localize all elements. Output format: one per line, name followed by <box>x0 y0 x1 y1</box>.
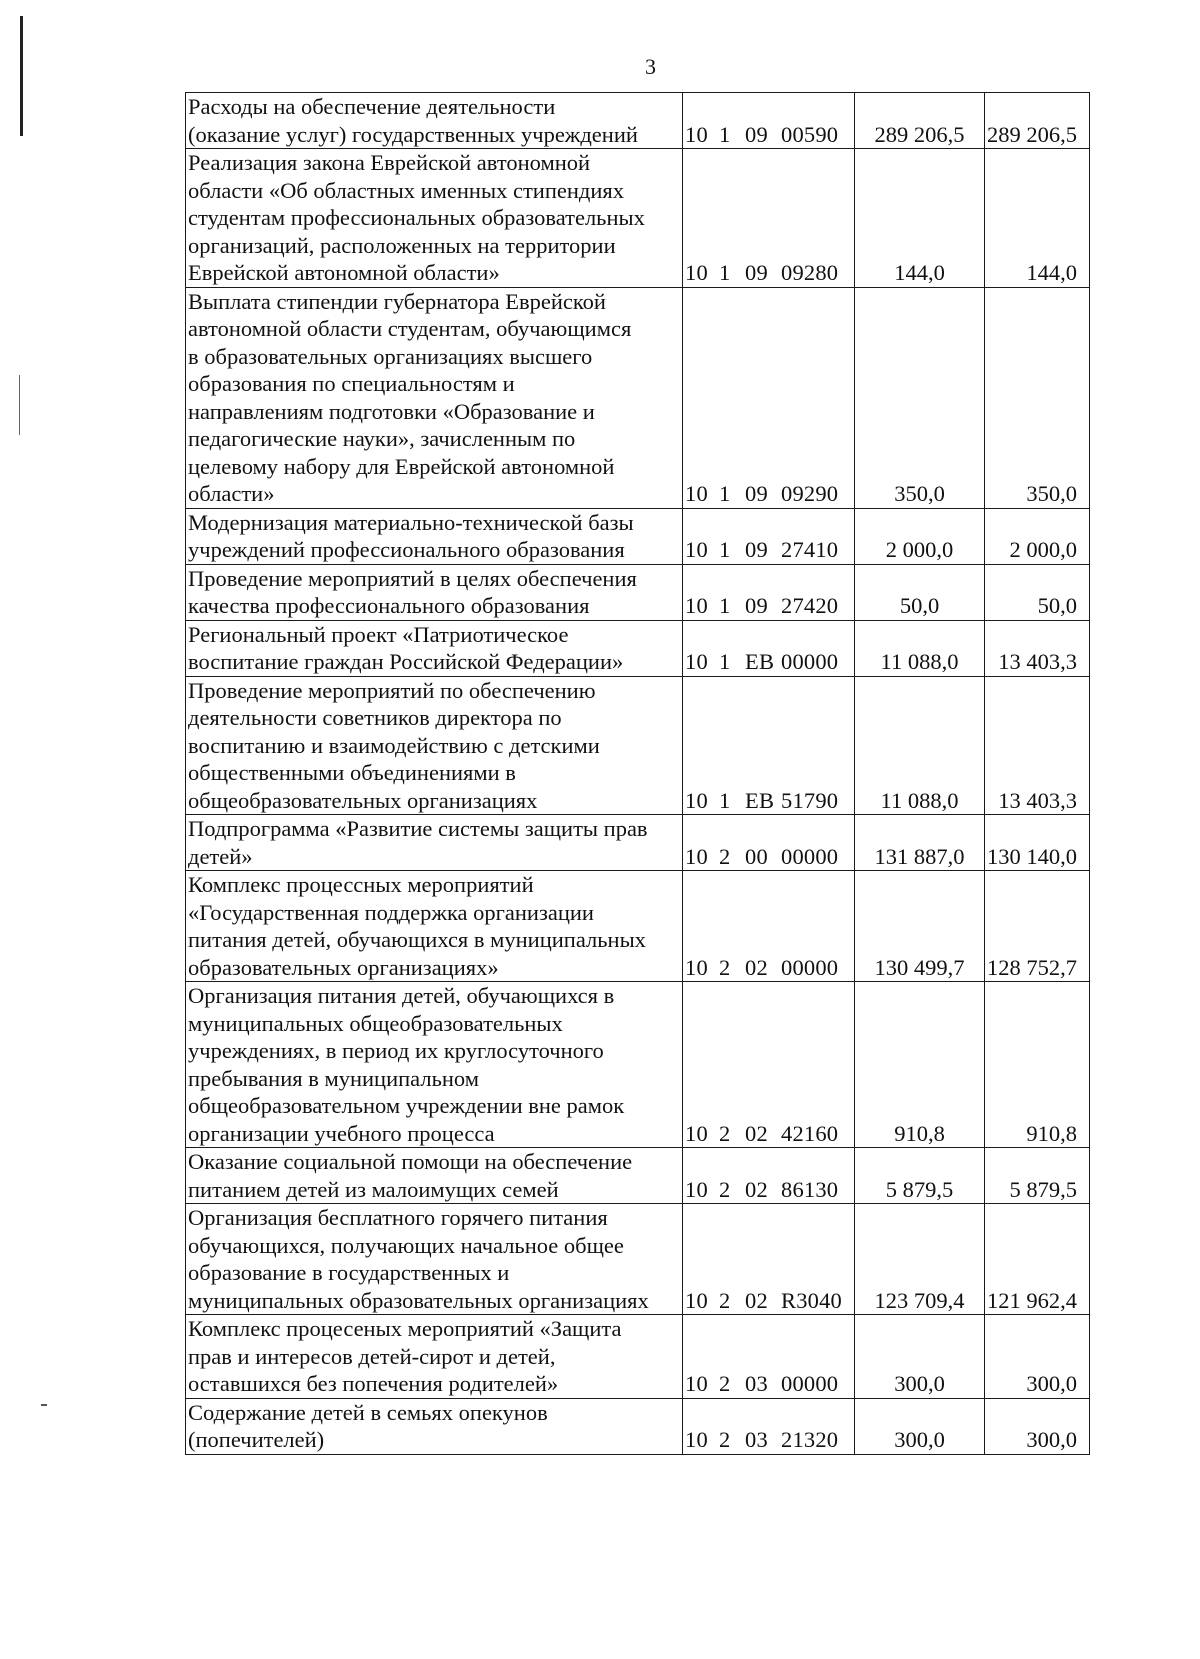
expense-name-cell: Модернизация материально-технической базы учреждений профессионального образования <box>186 508 683 564</box>
budget-code-segment: 09 <box>745 260 768 285</box>
table-row <box>186 149 1090 288</box>
expense-name-cell: Выплата стипендии губернатора Еврейской автономной области студентам, обучающимся в образовательных организациях высшего образования по специальностям и направлениям подготовки «Образование и педагогические науки», зачисленным по целевому набору для Еврейской автономной области» <box>186 287 683 508</box>
budget-code-segment: 1 <box>719 593 731 618</box>
amount-year-2-cell: 50,0 <box>985 564 1090 620</box>
budget-code-segment: 2 <box>719 1176 731 1202</box>
budget-code-segment: 10 <box>685 260 708 285</box>
amount-year-1-cell: 131 887,0 <box>855 815 985 871</box>
page-number: 3 <box>645 54 656 79</box>
table-row <box>186 982 1090 1148</box>
expense-name-cell: Организация питания детей, обучающихся в муниципальных общеобразовательных учреждениях, в период их круглосуточного пребывания в муниципальном общеобразовательном учреждении вне рамок организации учебного процесса <box>186 982 683 1148</box>
budget-code-segment: 10 <box>685 1427 708 1452</box>
budget-code-segment: 00000 <box>781 1371 839 1396</box>
budget-table <box>185 92 1090 1455</box>
expense-name-cell: Содержание детей в семьях опекунов (попечителей) <box>186 1398 683 1454</box>
budget-code-segment: 09 <box>745 593 768 618</box>
table-row <box>186 564 1090 620</box>
table-row <box>186 1148 1090 1204</box>
amount-year-2-cell: 130 140,0 <box>985 815 1090 871</box>
amount-year-1-cell: 289 206,5 <box>855 93 985 149</box>
amount-year-1-cell: 5 879,5 <box>855 1148 985 1204</box>
budget-code-segment: 00000 <box>781 843 839 869</box>
budget-code-segment: 00000 <box>781 649 839 674</box>
budget-code-segment: 2 <box>719 1371 731 1396</box>
amount-year-2-cell: 13 403,3 <box>985 676 1090 815</box>
budget-code-segment: 1 <box>719 481 731 506</box>
amount-year-2-cell: 13 403,3 <box>985 620 1090 676</box>
budget-code-segment: EB <box>745 787 775 813</box>
budget-code-segment: 09290 <box>781 481 839 506</box>
expense-name-cell: Реализация закона Еврейской автономной области «Об областных именных стипендиях студентам профессиональных образовательных организаций, расположенных на территории Еврейской автономной области» <box>186 149 683 288</box>
budget-code-segment: 1 <box>719 537 731 562</box>
budget-code-cell <box>683 620 855 676</box>
budget-code-segment: 10 <box>685 787 708 813</box>
budget-code-segment: 10 <box>685 121 708 147</box>
budget-code-cell <box>683 564 855 620</box>
budget-code-segment: 2 <box>719 954 731 980</box>
budget-code-segment: 10 <box>685 481 708 506</box>
budget-code-cell <box>683 1315 855 1399</box>
budget-code-segment: 10 <box>685 593 708 618</box>
budget-code-cell <box>683 871 855 982</box>
amount-year-2-cell: 300,0 <box>985 1315 1090 1399</box>
budget-code-segment: 10 <box>685 649 708 674</box>
amount-year-2-cell: 5 879,5 <box>985 1148 1090 1204</box>
budget-code-segment: 09 <box>745 121 768 147</box>
budget-code-cell <box>683 1204 855 1315</box>
budget-code-segment: 00590 <box>781 121 839 147</box>
expense-name-cell: Региональный проект «Патриотическое воспитание граждан Российской Федерации» <box>186 620 683 676</box>
budget-code-segment: 10 <box>685 1120 708 1146</box>
budget-code-segment: 03 <box>745 1427 768 1452</box>
budget-code-segment: 02 <box>745 1287 768 1313</box>
amount-year-2-cell: 144,0 <box>985 149 1090 288</box>
budget-code-segment: 1 <box>719 787 731 813</box>
budget-code-segment: 42160 <box>781 1120 839 1146</box>
expense-name-cell: Проведение мероприятий по обеспечению деятельности советников директора по воспитанию и взаимодействию с детскими общественными объединениями в общеобразовательных организациях <box>186 676 683 815</box>
budget-code-segment: 1 <box>719 121 731 147</box>
expense-name-cell: Комплекс процессных мероприятий «Государственная поддержка организации питания детей, обучающихся в муниципальных образовательных организациях» <box>186 871 683 982</box>
table-row <box>186 1398 1090 1454</box>
amount-year-1-cell: 11 088,0 <box>855 620 985 676</box>
amount-year-2-cell: 2 000,0 <box>985 508 1090 564</box>
budget-code-segment: 2 <box>719 1287 731 1313</box>
budget-code-segment: 02 <box>745 954 768 980</box>
budget-code-segment: 27410 <box>781 537 839 562</box>
budget-code-segment: 09280 <box>781 260 839 285</box>
table-row <box>186 287 1090 508</box>
budget-code-segment: 00000 <box>781 954 839 980</box>
expense-name-cell: Оказание социальной помощи на обеспечение питанием детей из малоимущих семей <box>186 1148 683 1204</box>
expense-name-cell: Расходы на обеспечение деятельности (оказание услуг) государственных учреждений <box>186 93 683 149</box>
scan-edge-mark <box>20 16 23 136</box>
amount-year-2-cell: 289 206,5 <box>985 93 1090 149</box>
budget-code-segment: 10 <box>685 1287 708 1313</box>
amount-year-1-cell: 910,8 <box>855 982 985 1148</box>
amount-year-1-cell: 300,0 <box>855 1315 985 1399</box>
budget-code-segment: 2 <box>719 1120 731 1146</box>
amount-year-2-cell: 128 752,7 <box>985 871 1090 982</box>
budget-code-cell <box>683 93 855 149</box>
expense-name-cell: Проведение мероприятий в целях обеспечения качества профессионального образования <box>186 564 683 620</box>
amount-year-1-cell: 300,0 <box>855 1398 985 1454</box>
budget-code-cell <box>683 287 855 508</box>
budget-code-segment: 2 <box>719 1427 731 1452</box>
expense-name-cell: Организация бесплатного горячего питания обучающихся, получающих начальное общее образование в государственных и муниципальных образовательных организациях <box>186 1204 683 1315</box>
amount-year-1-cell: 2 000,0 <box>855 508 985 564</box>
amount-year-2-cell: 300,0 <box>985 1398 1090 1454</box>
table-row <box>186 871 1090 982</box>
amount-year-1-cell: 11 088,0 <box>855 676 985 815</box>
table-row <box>186 1315 1090 1399</box>
table-row <box>186 676 1090 815</box>
budget-code-cell <box>683 1398 855 1454</box>
scan-edge-mark <box>41 1404 47 1406</box>
budget-code-segment: 02 <box>745 1176 768 1202</box>
expense-name-cell: Комплекс процесеных мероприятий «Защита прав и интересов детей-сирот и детей, оставшихся без попечения родителей» <box>186 1315 683 1399</box>
budget-code-segment: 00 <box>745 843 768 869</box>
budget-code-segment: 10 <box>685 537 708 562</box>
amount-year-2-cell: 121 962,4 <box>985 1204 1090 1315</box>
budget-code-cell <box>683 815 855 871</box>
amount-year-1-cell: 50,0 <box>855 564 985 620</box>
budget-code-segment: 27420 <box>781 593 839 618</box>
budget-code-segment: R3040 <box>781 1287 843 1313</box>
budget-code-segment: 51790 <box>781 787 839 813</box>
amount-year-1-cell: 130 499,7 <box>855 871 985 982</box>
budget-code-segment: EB <box>745 649 775 674</box>
budget-code-segment: 02 <box>745 1120 768 1146</box>
budget-code-segment: 09 <box>745 537 768 562</box>
amount-year-1-cell: 350,0 <box>855 287 985 508</box>
amount-year-1-cell: 144,0 <box>855 149 985 288</box>
table-row <box>186 815 1090 871</box>
budget-code-segment: 1 <box>719 649 731 674</box>
budget-code-segment: 10 <box>685 1371 708 1396</box>
amount-year-2-cell: 910,8 <box>985 982 1090 1148</box>
budget-code-segment: 03 <box>745 1371 768 1396</box>
expense-name-cell: Подпрограмма «Развитие системы защиты прав детей» <box>186 815 683 871</box>
table-row <box>186 620 1090 676</box>
budget-code-cell <box>683 982 855 1148</box>
budget-code-segment: 21320 <box>781 1427 839 1452</box>
budget-code-segment: 10 <box>685 954 708 980</box>
table-row <box>186 1204 1090 1315</box>
table-row <box>186 93 1090 149</box>
budget-code-segment: 10 <box>685 1176 708 1202</box>
budget-table-body <box>186 93 1090 1455</box>
budget-code-segment: 09 <box>745 481 768 506</box>
budget-code-cell <box>683 1148 855 1204</box>
budget-code-cell <box>683 149 855 288</box>
budget-code-segment: 1 <box>719 260 731 285</box>
amount-year-1-cell: 123 709,4 <box>855 1204 985 1315</box>
budget-code-cell <box>683 676 855 815</box>
table-row <box>186 508 1090 564</box>
scan-edge-mark <box>19 375 20 435</box>
budget-code-segment: 2 <box>719 843 731 869</box>
budget-code-cell <box>683 508 855 564</box>
budget-code-segment: 86130 <box>781 1176 839 1202</box>
budget-code-segment: 10 <box>685 843 708 869</box>
amount-year-2-cell: 350,0 <box>985 287 1090 508</box>
